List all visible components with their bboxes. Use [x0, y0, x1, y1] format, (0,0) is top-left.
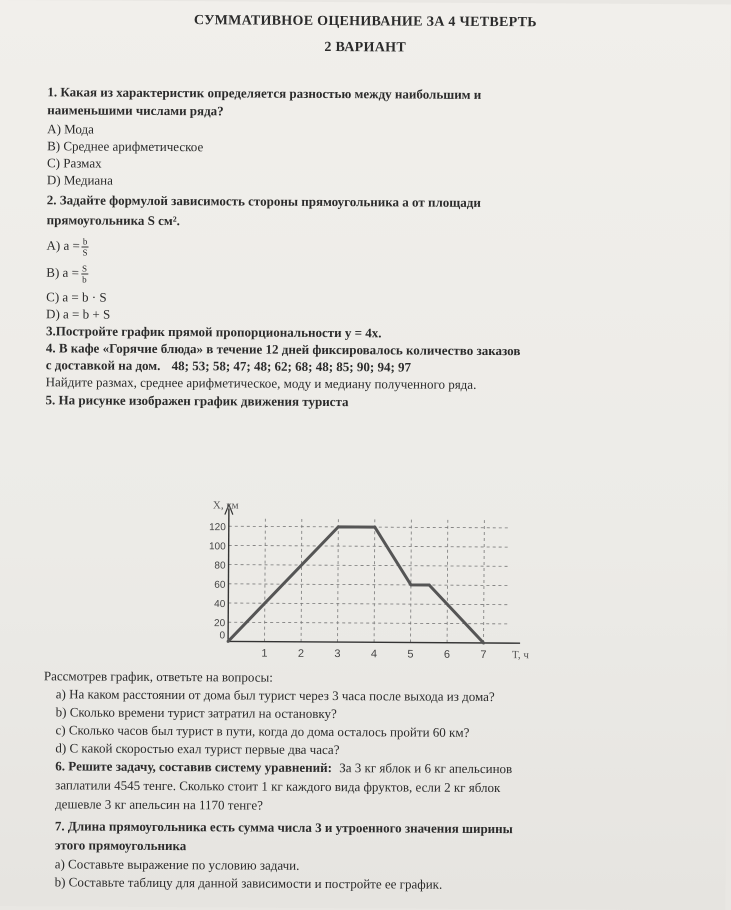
q4-data-series: 48; 53; 58; 47; 48; 62; 68; 48; 85; 90; 94; 97: [171, 358, 412, 375]
grid-line-vertical: [374, 519, 375, 642]
chart-question-a: a) На каком расстоянии от дома был турист через 3 часа после выхода из дома?: [55, 686, 495, 705]
q1-text-line1: 1. Какая из характеристик определяется разностью между наибольшим и: [47, 84, 482, 102]
data-point: [227, 640, 230, 643]
q4-text-line2: [46, 357, 411, 375]
data-point: [337, 525, 340, 528]
q6-text-line3: дешевле 3 кг апельсин на 1170 тенге?: [55, 796, 263, 813]
chart-question-b: b) Сколько времени турист затратил на остановку?: [55, 704, 337, 722]
q2-text-line1: 2. Задайте формулой зависимость стороны прямоугольника a от площади: [46, 192, 481, 210]
grid-line-vertical: [411, 520, 412, 643]
q7-text-line2: этого прямоугольника: [54, 837, 187, 854]
x-tick-label: 5: [407, 648, 414, 661]
x-tick-label: 3: [334, 648, 341, 661]
grid-line-horizontal: [229, 565, 510, 567]
grid-line-horizontal: [228, 603, 509, 605]
q6-text-line2: заплатили 4545 тенге. Сколько стоит 1 кг каждого вида фруктов, если 2 кг яблок: [55, 777, 501, 796]
y-axis-label: X, км: [212, 499, 239, 512]
q3-text: 3.Постройте график прямой пропорциональности y = 4x.: [45, 323, 382, 341]
data-point: [373, 526, 376, 529]
chart-questions-intro: Рассмотрев график, ответьте на вопросы:: [43, 668, 273, 685]
grid-line-horizontal: [228, 584, 509, 586]
data-point: [428, 584, 431, 587]
q7-question-b: b) Составьте таблицу для данной зависимости и постройте ее график.: [54, 874, 443, 892]
q7-question-a: a) Составьте выражение по условию задачи.: [54, 856, 300, 873]
q2-option-b: [46, 263, 88, 284]
y-axis: [228, 509, 229, 642]
q1-option-d: D) Медиана: [46, 172, 113, 188]
q1-option-b: B) Среднее арифметическое: [47, 138, 204, 155]
q1-option-c: C) Размах: [46, 155, 102, 171]
q2-option-b-numerator: S: [81, 263, 88, 274]
x-tick-label: 1: [261, 647, 268, 660]
worksheet-title: СУММАТИВНОЕ ОЦЕНИВАНИЕ ЗА 4 ЧЕТВЕРТЬ: [193, 13, 537, 31]
tourist-motion-chart: [176, 433, 557, 670]
q2-option-b-fraction: [81, 263, 88, 284]
q2-option-d: D) a = b + S: [46, 306, 111, 322]
x-axis-label: T, ч: [511, 649, 529, 662]
grid-line-vertical: [447, 520, 448, 643]
data-point: [482, 641, 485, 644]
grid-line-vertical: [301, 519, 302, 642]
y-tick-label: 60: [214, 579, 226, 591]
grid-line-horizontal: [229, 545, 510, 547]
q4-text-line1: 4. В кафе «Горячие блюда» в течение 12 дней фиксировалось количество заказов: [45, 340, 521, 359]
q6-text-line1: [55, 758, 512, 777]
q2-option-a: [46, 236, 88, 257]
grid-line-vertical: [265, 519, 266, 642]
chart-question-d: d) С какой скоростью ехал турист первые два часа?: [55, 740, 340, 758]
q2-option-a-fraction: [82, 237, 89, 258]
q4-text-line2-label: с доставкой на дом.: [45, 357, 161, 373]
q2-option-c: C) a = b · S: [46, 289, 107, 305]
x-axis: [228, 641, 520, 643]
q2-option-a-prefix: A) a =: [46, 237, 80, 253]
x-tick-label: 7: [480, 648, 487, 661]
q1-option-a: A) Мода: [47, 121, 94, 137]
y-tick-label: 0: [219, 630, 226, 642]
data-point: [409, 583, 412, 586]
x-tick-label: 4: [370, 648, 378, 661]
q2-option-b-denominator: b: [82, 274, 87, 285]
grid-line-vertical: [484, 520, 485, 643]
q2-option-a-denominator: S: [82, 247, 88, 258]
q2-text-line2: прямоугольника S см².: [46, 212, 180, 229]
y-tick-label: 100: [208, 541, 226, 553]
q5-text: 5. На рисунке изображен график движения туриста: [45, 392, 349, 410]
q2-option-b-prefix: B) a =: [46, 264, 79, 280]
x-tick-label: 2: [297, 647, 305, 660]
y-tick-label: 120: [209, 522, 226, 534]
grid-line-vertical: [338, 519, 339, 642]
variant-label: 2 ВАРИАНТ: [324, 39, 407, 56]
q2-option-a-numerator: b: [82, 236, 88, 247]
q6-heading: 6. Решите задачу, составив систему уравнений:: [55, 758, 333, 776]
chart-question-c: c) Сколько часов был турист в пути, когда до дома осталось пройти 60 км?: [55, 722, 470, 740]
x-tick-label: 6: [443, 648, 451, 661]
y-tick-label: 40: [214, 598, 226, 610]
q4-text-line3: Найдите размах, среднее арифметическое, моду и медиану полученного ряда.: [45, 374, 477, 392]
y-tick-label: 20: [214, 618, 226, 630]
q6-text-line1-rest: За 3 кг яблок и 6 кг апельсинов: [339, 760, 513, 777]
q7-text-line1: 7. Длина прямоугольника есть сумма числа 3 и утроенного значения ширины: [54, 818, 513, 837]
y-tick-label: 80: [214, 560, 226, 572]
q1-text-line2: наименьшими числами ряда?: [47, 102, 224, 119]
